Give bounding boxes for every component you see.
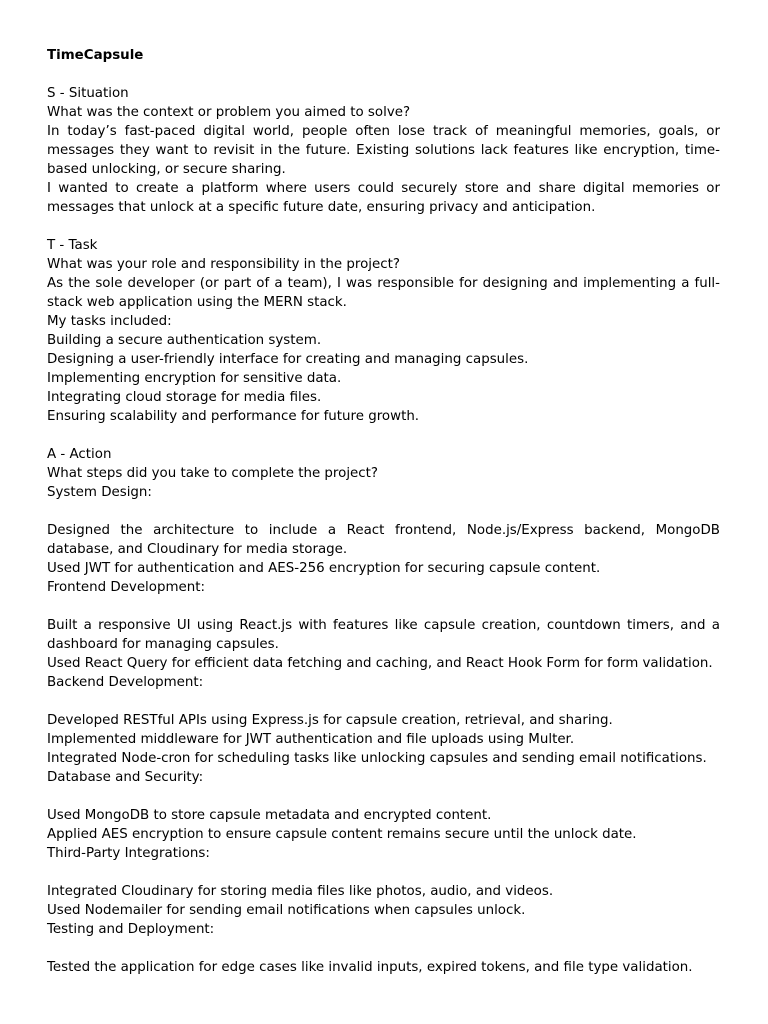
system-design-heading: System Design: [47,485,152,500]
testing-paragraph-1: Tested the application for edge cases like invalid inputs, expired tokens, and file type validation. [47,960,693,975]
task-item: Building a secure authentication system. [47,333,322,348]
task-item: Designing a user-friendly interface for creating and managing capsules. [47,352,529,367]
spacer [47,65,720,84]
backend-paragraph-2: Implemented middleware for JWT authentication and file uploads using Multer. [47,732,575,747]
action-question: What steps did you take to complete the project? [47,466,379,481]
situation-paragraph-1: In today’s fast-paced digital world, people often lose track of meaningful memories, goals, or messages they want to revisit in the future. Existing solutions lack features like encryption, time-based unlocking, or secure sharing. [47,124,720,177]
frontend-paragraph-1: Built a responsive UI using React.js with features like capsule creation, countdown timers, and a dashboard for managing capsules. [47,618,720,652]
document-page [47,46,720,977]
system-design-paragraph-1: Designed the architecture to include a React frontend, Node.js/Express backend, MongoDB database, and Cloudinary for media storage. [47,523,720,557]
spacer [47,692,720,711]
database-heading: Database and Security: [47,770,204,785]
integrations-paragraph-2: Used Nodemailer for sending email notifications when capsules unlock. [47,903,526,918]
spacer [47,502,720,521]
frontend-heading: Frontend Development: [47,580,206,595]
task-item: Integrating cloud storage for media files. [47,390,322,405]
spacer [47,597,720,616]
spacer [47,787,720,806]
task-paragraph-1: As the sole developer (or part of a team), I was responsible for designing and implementing a full-stack web application using the MERN stack. [47,276,720,310]
task-heading: T - Task [47,238,98,253]
system-design-paragraph-2: Used JWT for authentication and AES-256 encryption for securing capsule content. [47,561,601,576]
task-item: Implementing encryption for sensitive data. [47,371,342,386]
task-intro: My tasks included: [47,314,172,329]
action-heading: A - Action [47,447,112,462]
backend-heading: Backend Development: [47,675,204,690]
situation-paragraph-2: I wanted to create a platform where users could securely store and share digital memories or messages that unlock at a specific future date, ensuring privacy and anticipation. [47,181,720,215]
document-title: TimeCapsule [47,48,144,63]
integrations-paragraph-1: Integrated Cloudinary for storing media files like photos, audio, and videos. [47,884,554,899]
spacer [47,939,720,958]
database-paragraph-2: Applied AES encryption to ensure capsule content remains secure until the unlock date. [47,827,637,842]
frontend-paragraph-2: Used React Query for efficient data fetching and caching, and React Hook Form for form validation. [47,656,713,671]
spacer [47,863,720,882]
task-item: Ensuring scalability and performance for future growth. [47,409,420,424]
database-paragraph-1: Used MongoDB to store capsule metadata and encrypted content. [47,808,492,823]
spacer [47,426,720,445]
integrations-heading: Third-Party Integrations: [47,846,210,861]
backend-paragraph-3: Integrated Node-cron for scheduling tasks like unlocking capsules and sending email notifications. [47,751,707,766]
situation-heading: S - Situation [47,86,129,101]
testing-heading: Testing and Deployment: [47,922,215,937]
situation-question: What was the context or problem you aimed to solve? [47,105,411,120]
spacer [47,217,720,236]
backend-paragraph-1: Developed RESTful APIs using Express.js for capsule creation, retrieval, and sharing. [47,713,613,728]
task-question: What was your role and responsibility in the project? [47,257,400,272]
